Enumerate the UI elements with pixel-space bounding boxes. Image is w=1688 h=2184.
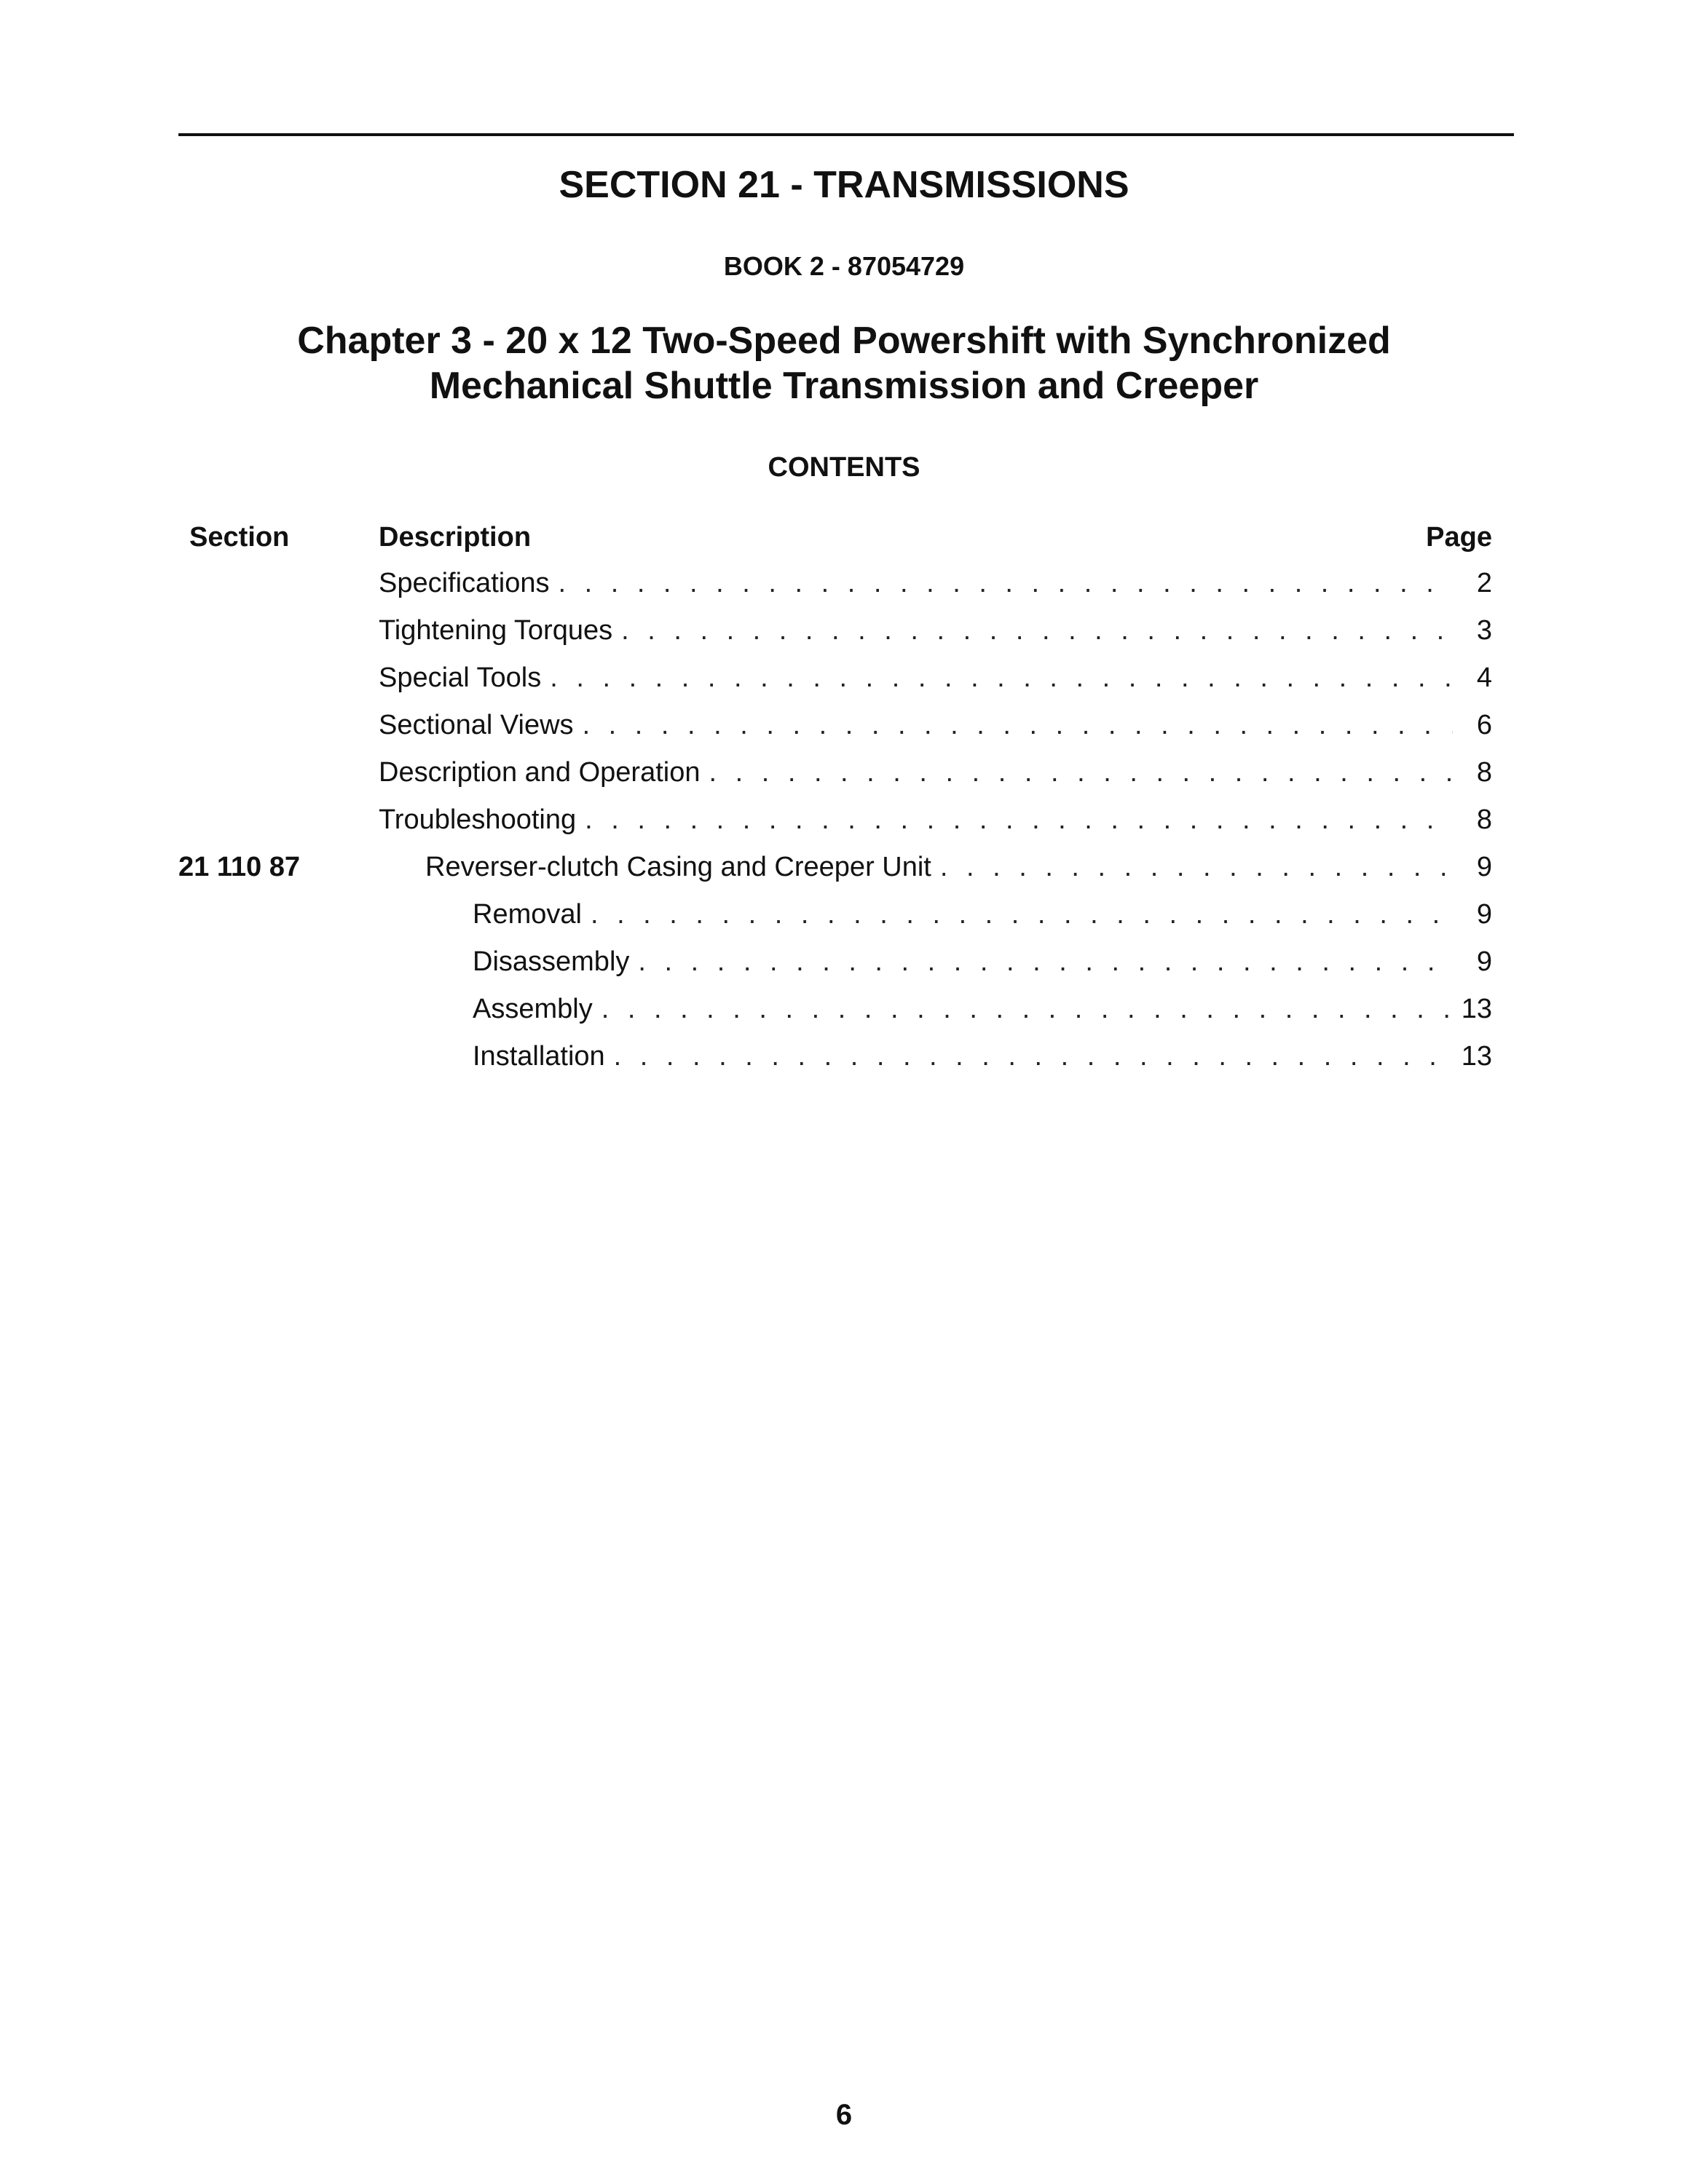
toc-entry-page[interactable]: 3 (1476, 615, 1492, 646)
dot-leader (585, 804, 1453, 836)
chapter-title (0, 318, 1688, 408)
toc-entry[interactable] (379, 567, 1492, 599)
toc-entry-title[interactable]: Assembly (473, 994, 593, 1024)
toc-row-description-and-operation[interactable] (0, 756, 1688, 804)
toc-entry[interactable] (379, 756, 1492, 788)
toc-entry-title[interactable]: Special Tools (379, 662, 542, 693)
top-rule (178, 133, 1514, 136)
toc-column-headers (0, 521, 1688, 553)
toc-entry-title[interactable]: Reverser-clutch Casing and Creeper Unit (425, 852, 931, 882)
toc-entry-page[interactable]: 9 (1476, 946, 1492, 977)
toc-entry-title[interactable]: Installation (473, 1041, 605, 1072)
contents-heading: CONTENTS (768, 452, 920, 483)
toc-entry-page[interactable]: 13 (1461, 994, 1492, 1024)
dot-leader (940, 851, 1453, 883)
toc-entry-page[interactable]: 9 (1476, 899, 1492, 930)
toc-entry-page[interactable]: 9 (1476, 852, 1492, 882)
toc-row-troubleshooting[interactable] (0, 804, 1688, 851)
toc-row-reverser-clutch-casing[interactable] (0, 851, 1688, 898)
toc-entry[interactable] (473, 993, 1492, 1025)
toc-entry[interactable] (473, 1040, 1492, 1072)
section-title: SECTION 21 - TRANSMISSIONS (559, 164, 1129, 206)
toc-entry-page[interactable]: 6 (1476, 710, 1492, 740)
toc-entry-title[interactable]: Sectional Views (379, 710, 574, 740)
toc-row-sectional-views[interactable] (0, 709, 1688, 756)
toc-row-special-tools[interactable] (0, 662, 1688, 709)
toc-section-number: 21 110 87 (178, 852, 300, 882)
page-number: 6 (835, 2099, 853, 2131)
column-header-description: Description (379, 522, 532, 553)
toc-entry-title[interactable]: Tightening Torques (379, 615, 613, 646)
toc-entry-page[interactable]: 13 (1461, 1041, 1492, 1072)
dot-leader (583, 709, 1453, 741)
toc-entry[interactable] (473, 898, 1492, 930)
chapter-title-line-1: Chapter 3 - 20 x 12 Two-Speed Powershift with Synchronized (297, 320, 1391, 362)
dot-leader (638, 946, 1453, 978)
toc-row-tightening-torques[interactable] (0, 614, 1688, 662)
toc-entry[interactable] (425, 851, 1492, 883)
toc-row-disassembly[interactable] (0, 946, 1688, 993)
toc-entry-page[interactable]: 2 (1476, 568, 1492, 598)
toc-entry-page[interactable]: 8 (1476, 757, 1492, 788)
toc-entry-page[interactable]: 8 (1476, 804, 1492, 835)
toc-entry-title[interactable]: Removal (473, 899, 582, 930)
toc-entry-page[interactable]: 4 (1476, 662, 1492, 693)
toc-row-specifications[interactable] (0, 567, 1688, 614)
dot-leader (709, 756, 1453, 788)
toc-list (0, 567, 1688, 1088)
dot-leader (558, 567, 1453, 599)
book-reference: BOOK 2 - 87054729 (723, 251, 965, 281)
toc-entry-title[interactable]: Specifications (379, 568, 550, 598)
dot-leader (602, 993, 1453, 1025)
toc-entry[interactable] (379, 709, 1492, 741)
chapter-title-line-2: Mechanical Shuttle Transmission and Creeper (429, 365, 1259, 407)
dot-leader (591, 898, 1453, 930)
toc-row-assembly[interactable] (0, 993, 1688, 1040)
column-header-section: Section (189, 522, 290, 553)
toc-entry-title[interactable]: Troubleshooting (379, 804, 577, 835)
dot-leader (614, 1040, 1453, 1072)
toc-entry[interactable] (379, 804, 1492, 836)
toc-entry[interactable] (379, 614, 1492, 646)
toc-entry[interactable] (379, 662, 1492, 694)
column-header-page: Page (1426, 522, 1492, 553)
toc-entry-title[interactable]: Description and Operation (379, 757, 701, 788)
dot-leader (550, 662, 1453, 694)
dot-leader (621, 614, 1453, 646)
toc-row-removal[interactable] (0, 898, 1688, 946)
toc-entry[interactable] (473, 946, 1492, 978)
toc-entry-title[interactable]: Disassembly (473, 946, 630, 977)
toc-row-installation[interactable] (0, 1040, 1688, 1088)
